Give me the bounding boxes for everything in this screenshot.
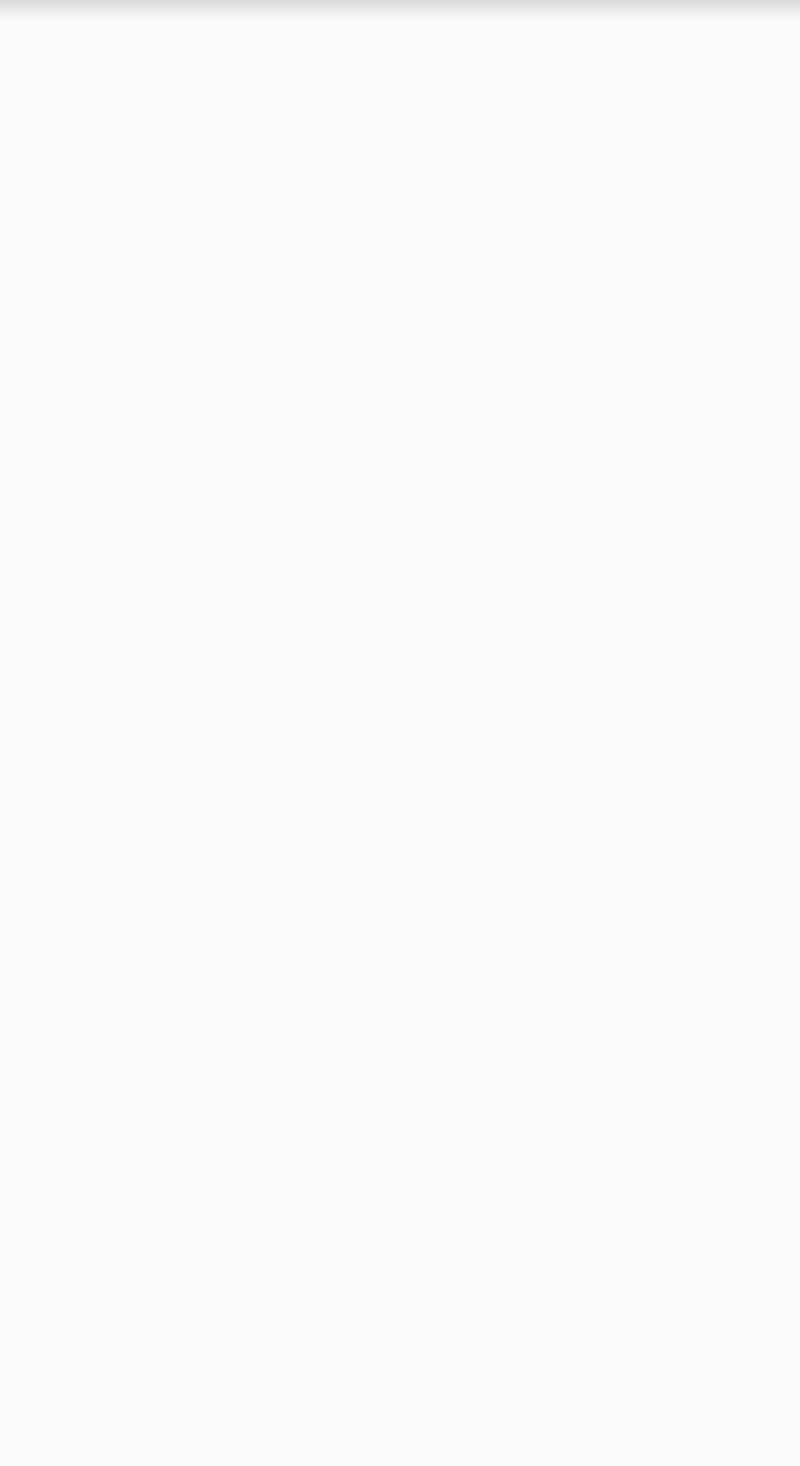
page-top-edge [0,0,800,22]
